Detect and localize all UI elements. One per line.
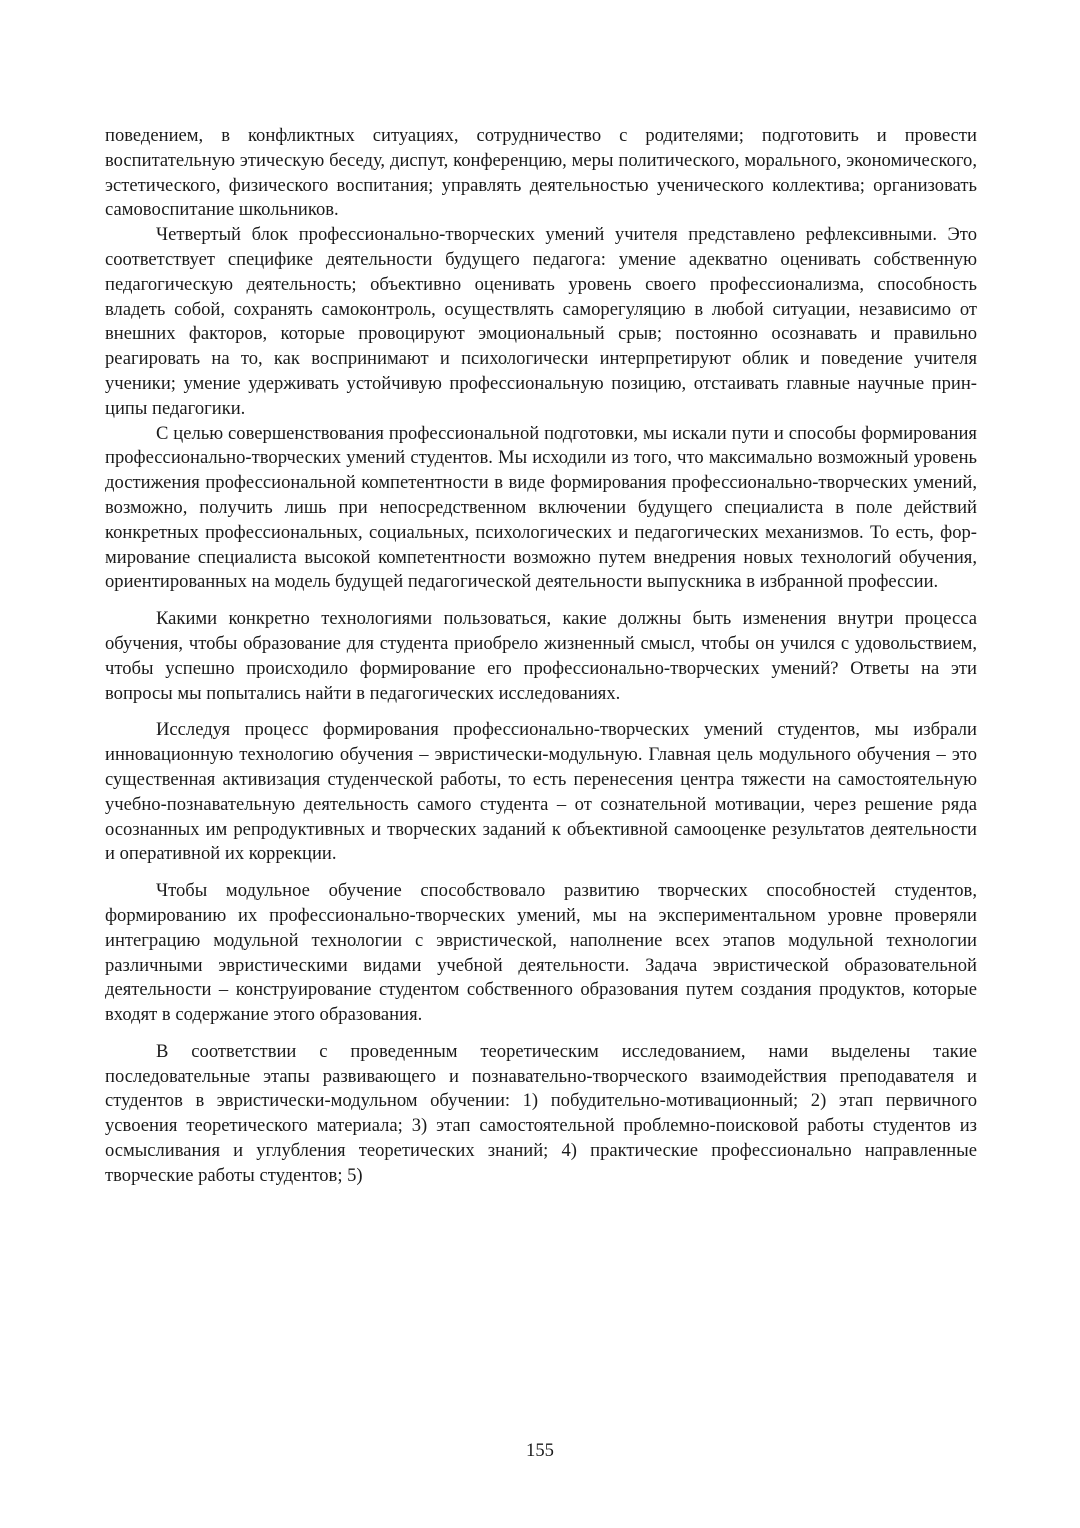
body-text bbox=[105, 124, 977, 1189]
paragraph-1: поведением, в конфликтных ситуациях, сотрудничество с родителями; подготовить и провести воспитательную этическую беседу, диспут, конференцию, меры политического, морального, экономического, эстетического, физического воспитания; управлять деятельностью ученического коллектива; организовать самовоспитание школьников. bbox=[105, 125, 977, 221]
page-number: 155 bbox=[526, 1440, 554, 1461]
paragraph-7: В соответствии с проведенным теоретическим исследованием, нами выделены такие последовательные этапы развивающего и познавательно-творческого взаимодействия преподавателя и студентов в эвристически-модульном обучении: 1) побудительно-мотивационный; 2) этап первичного усвоения теоретического материала; 3) этап самостоятельной проблемно-поисковой работы студентов из осмысливания и углубления теоретических знаний; 4) практические профессионально направленные творческие работы студентов; 5) bbox=[105, 1040, 977, 1186]
paragraph-2: Четвертый блок профессионально-творческих умений учителя представлено рефлексивными. Это соответствует специфике деятельности будущего педагога: умение адекватно оценивать собственную педагогическую деятельность; объективно оценивать уровень своего профессионализма, способность владеть собой, сохранять самоконтроль, осуществлять саморегуляцию в любой ситуации, независимо от внешних факторов, которые провоцируют эмоциональный срыв; постоянно осознавать и правильно реагировать на то, как воспринимают и психологически интерпретируют облик и поведение учителя ученики; умение удерживать устойчивую профессиональную позицию, отстаивать главные научные принципы педагогики. bbox=[105, 224, 977, 419]
paragraph-5: Исследуя процесс формирования профессионально-творческих умений студентов, мы избрали инновационную технологию обучения – эвристически-модульную. Главная цель модульного обучения – это существенная активизация студенческой работы, то есть перенесения центра тяжести на самостоятельную учебно-познавательную деятельность самого студента – от сознательной мотивации, через решение ряда осознанных им репродуктивных и творческих заданий к объективной самооценке результатов деятельности и оперативной их коррекции. bbox=[105, 719, 977, 865]
paragraph-4: Какими конкретно технологиями пользоваться, какие должны быть изменения внутри процесса обучения, чтобы образование для студента приобрело жизненный смысл, чтобы он учился с удовольствием, чтобы успешно происходило формирование его профессионально-творческих умений? Ответы на эти вопросы мы попытались найти в педагогических исследованиях. bbox=[105, 608, 977, 704]
paragraph-3: С целью совершенствования профессиональной подготовки, мы искали пути и способы формирования профессионально-творческих умений студентов. Мы исходили из того, что максимально возможный уровень достижения профессиональной компетентности в виде формирования профессионально-творческих умений, возможно, получить лишь при непосредственном включении будущего специалиста в поле действий конкретных профессиональных, социальных, психологических и педагогических механизмов. То есть, формирование специалиста высокой компетентности возможно путем внедрения новых технологий обучения, ориентированных на модель будущей педагогической деятельности выпускника в избранной профессии. bbox=[105, 422, 977, 593]
paragraph-6: Чтобы модульное обучение способствовало развитию творческих способностей студентов, формированию их профессионально-творческих умений, мы на экспериментальном уровне проверяли интеграцию модульной технологии с эвристической, наполнение всех этапов модульной технологии различными эвристическими видами учебной деятельности. Задача эвристической образовательной деятельности – конструирование студентом собственного образования путем создания продуктов, которые входят в содержание этого образования. bbox=[105, 880, 977, 1026]
